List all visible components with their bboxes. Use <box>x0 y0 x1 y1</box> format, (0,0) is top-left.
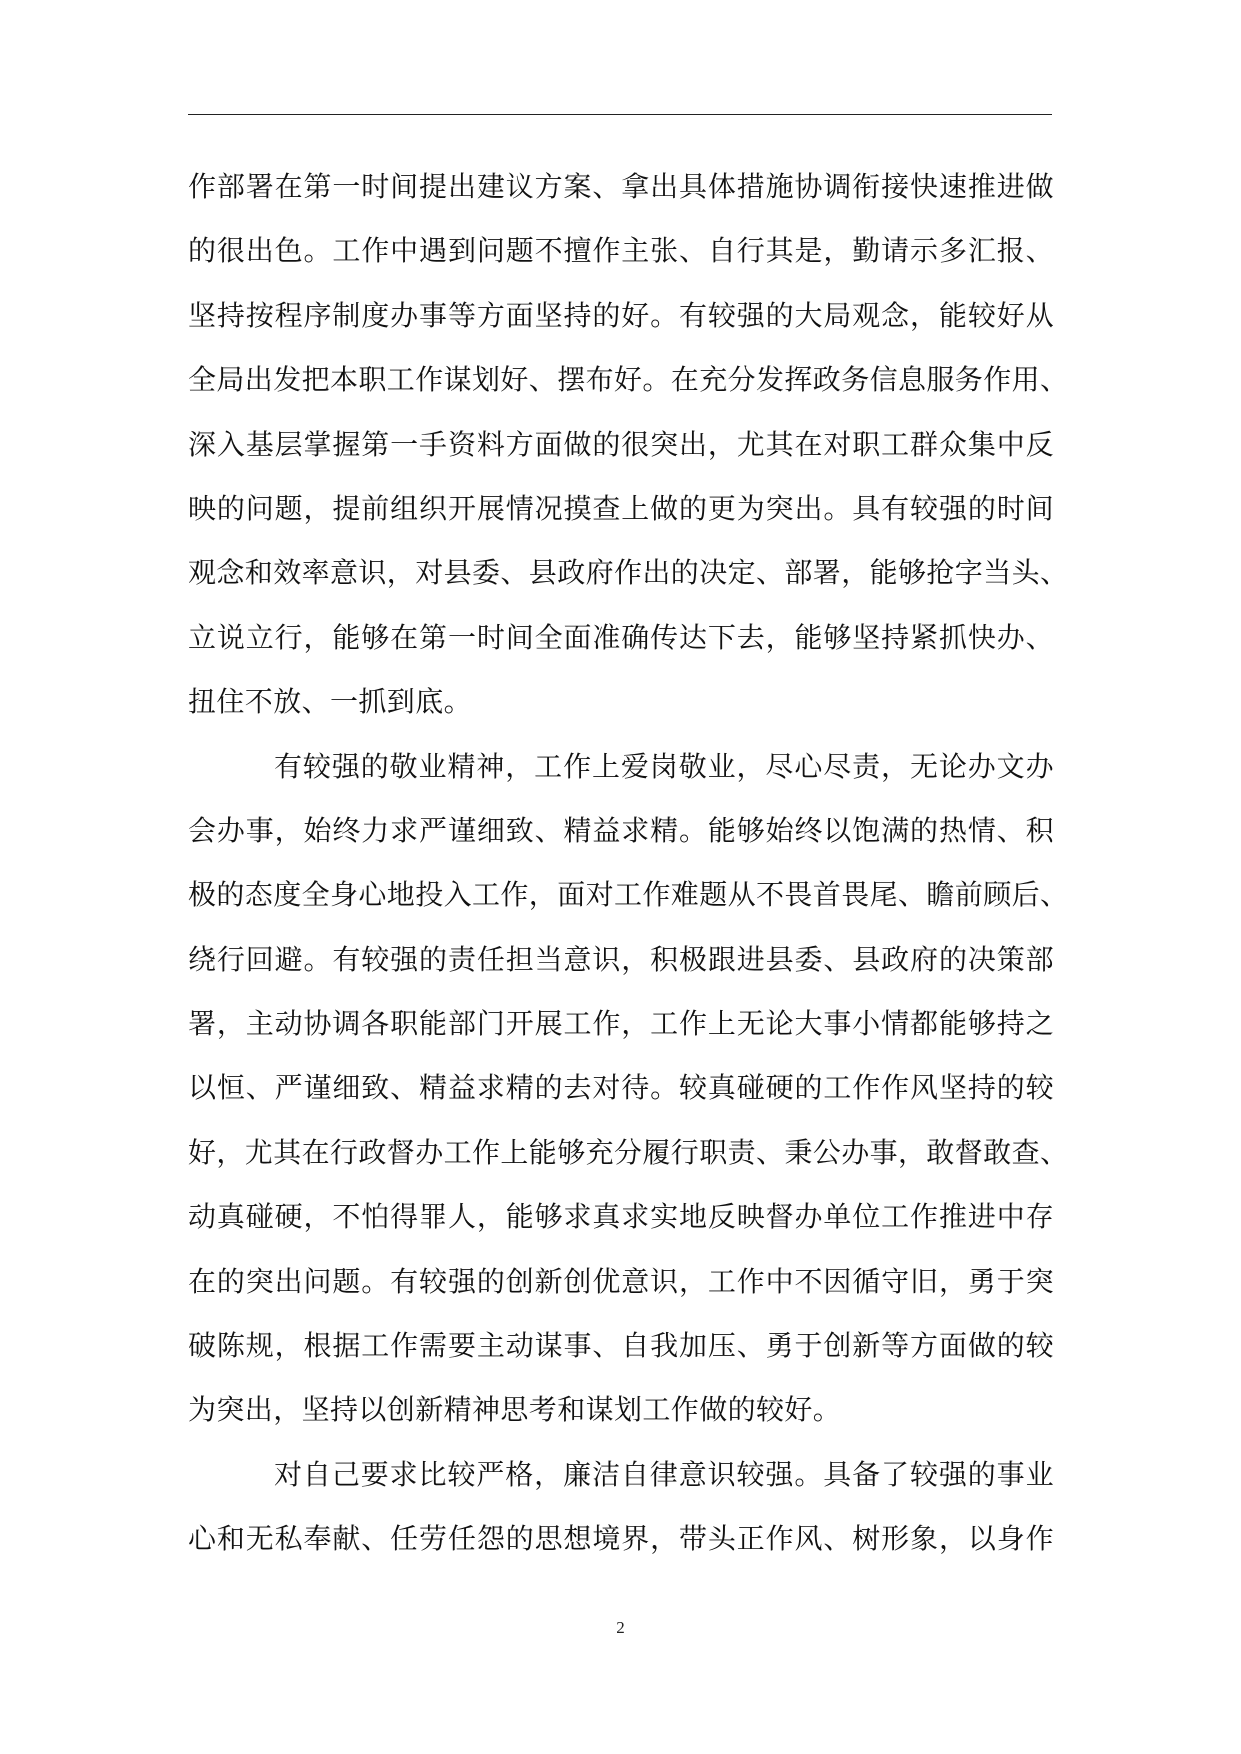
text-line: 对自己要求比较严格，廉洁自律意识较强。具备了较强的事业 <box>274 1457 1054 1491</box>
header-rule <box>188 114 1052 115</box>
text-line: 动真碰硬，不怕得罪人，能够求真求实地反映督办单位工作推进中存 <box>188 1200 1054 1234</box>
body-text <box>188 155 1069 1572</box>
text-line: 观念和效率意识，对县委、县政府作出的决定、部署，能够抢字当头、 <box>188 556 1069 590</box>
text-line: 映的问题，提前组织开展情况摸查上做的更为突出。具有较强的时间 <box>188 491 1054 525</box>
text-line: 好，尤其在行政督办工作上能够充分履行职责、秉公办事，敢督敢查、 <box>188 1135 1069 1169</box>
paragraph-1 <box>188 155 1069 735</box>
text-line: 破陈规，根据工作需要主动谋事、自我加压、勇于创新等方面做的较 <box>188 1329 1054 1363</box>
text-line: 的很出色。工作中遇到问题不擅作主张、自行其是，勤请示多汇报、 <box>188 234 1054 268</box>
text-line: 有较强的敬业精神，工作上爱岗敬业，尽心尽责，无论办文办 <box>274 749 1054 783</box>
text-line: 以恒、严谨细致、精益求精的去对待。较真碰硬的工作作风坚持的较 <box>188 1071 1054 1105</box>
text-line: 会办事，始终力求严谨细致、精益求精。能够始终以饱满的热情、积 <box>188 813 1054 847</box>
text-line: 心和无私奉献、任劳任怨的思想境界，带头正作风、树形象，以身作 <box>188 1522 1054 1556</box>
text-line: 署，主动协调各职能部门开展工作，工作上无论大事小情都能够持之 <box>188 1007 1054 1041</box>
text-line: 立说立行，能够在第一时间全面准确传达下去，能够坚持紧抓快办、 <box>188 620 1054 654</box>
text-line: 绕行回避。有较强的责任担当意识，积极跟进县委、县政府的决策部 <box>188 942 1054 976</box>
paragraph-3 <box>188 1443 1054 1572</box>
paragraph-2 <box>188 735 1069 1443</box>
text-line: 为突出，坚持以创新精神思考和谋划工作做的较好。 <box>188 1393 842 1427</box>
text-line: 扭住不放、一抓到底。 <box>188 685 473 719</box>
text-line: 作部署在第一时间提出建议方案、拿出具体措施协调衔接快速推进做 <box>188 170 1054 203</box>
text-line: 在的突出问题。有较强的创新创优意识，工作中不因循守旧，勇于突 <box>188 1264 1054 1298</box>
page-number: 2 <box>616 1618 625 1637</box>
text-line: 全局出发把本职工作谋划好、摆布好。在充分发挥政务信息服务作用、 <box>188 363 1069 397</box>
text-line: 坚持按程序制度办事等方面坚持的好。有较强的大局观念，能较好从 <box>188 298 1054 332</box>
text-line: 极的态度全身心地投入工作，面对工作难题从不畏首畏尾、瞻前顾后、 <box>188 878 1069 912</box>
text-line: 深入基层掌握第一手资料方面做的很突出，尤其在对职工群众集中反 <box>188 427 1054 461</box>
